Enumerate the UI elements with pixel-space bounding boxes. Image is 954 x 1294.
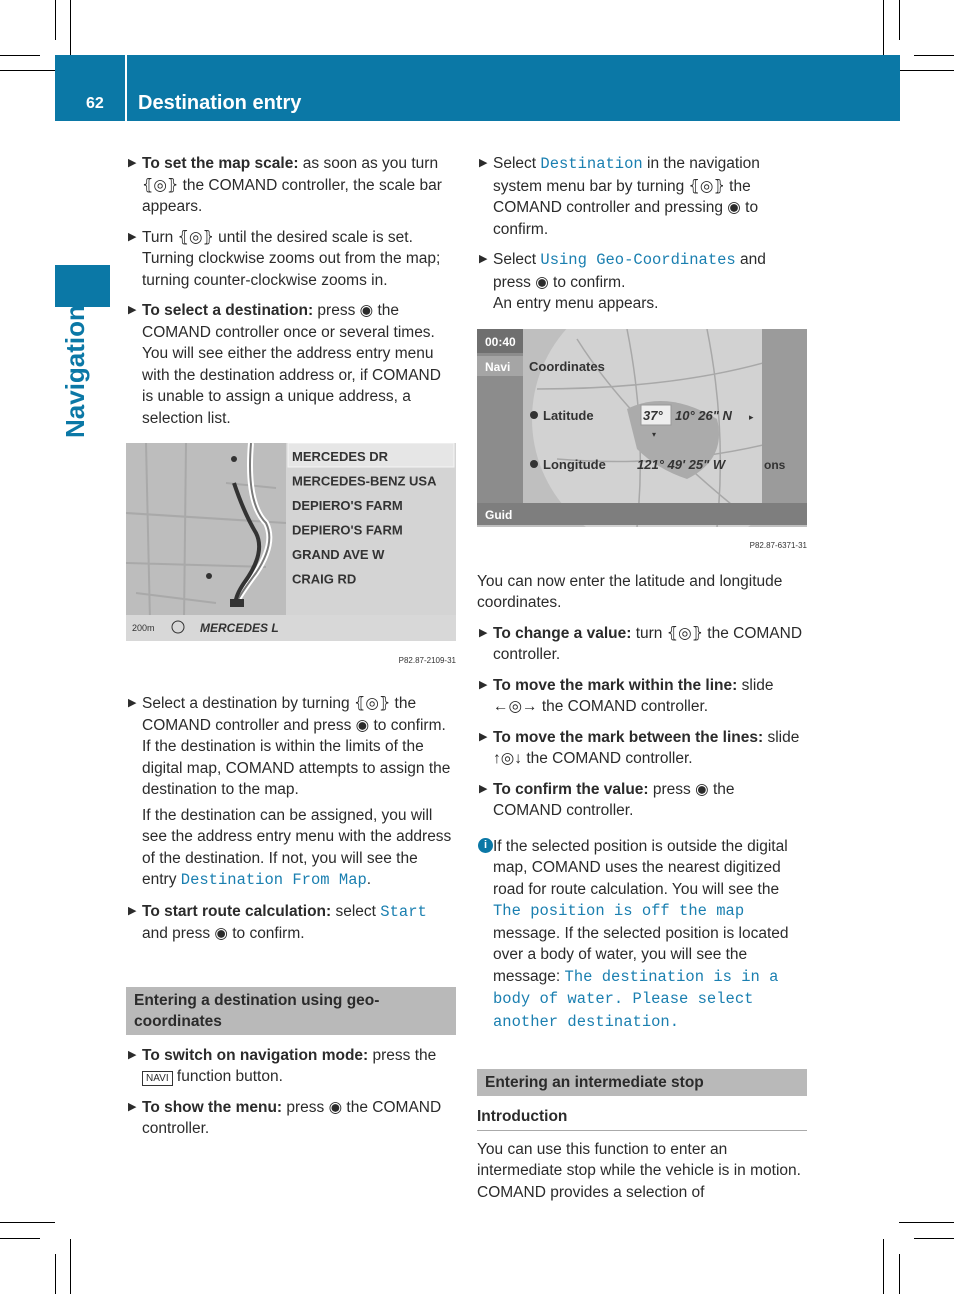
- crop-mark: [0, 70, 55, 71]
- crop-mark: [899, 0, 900, 40]
- bullet-arrow-icon: ▶: [128, 1048, 137, 1061]
- step-note: .: [366, 871, 372, 888]
- bullet-arrow-icon: ▶: [479, 730, 488, 743]
- step-label: To set the map scale:: [142, 155, 299, 172]
- step-select-destination: [126, 300, 456, 429]
- step-note: An entry menu appears.: [493, 295, 659, 312]
- note-text: message. If the selected position is located over a body of water, you will see the message:: [493, 924, 789, 985]
- step-note: If the destination can be assigned, you will see the address entry menu with the address of the destination. If not, you will see the entry: [142, 806, 452, 888]
- subheading-introduction: Introduction: [477, 1106, 807, 1131]
- coordinates-screenshot: [477, 329, 807, 527]
- coordinates-heading: Coordinates: [529, 358, 605, 374]
- bullet-arrow-icon: ▶: [128, 230, 137, 243]
- step-text: and press ◉ to confirm.: [493, 251, 766, 291]
- figure-caption: P82.87-6371-31: [749, 541, 807, 550]
- crop-mark: [899, 1222, 954, 1223]
- step-note: Turning clockwise zooms out from the map; turning counter-clockwise zooms in.: [142, 250, 441, 289]
- page-header: [55, 55, 900, 121]
- crop-mark: [55, 0, 56, 40]
- latitude-label: Latitude: [543, 407, 594, 423]
- step-text: Select a destination by turning ⦃◎⦄ the COMAND controller and press ◉ to confirm.: [142, 695, 446, 734]
- display-message: Using Geo-Coordinates: [540, 251, 736, 269]
- bullet-arrow-icon: ▶: [479, 626, 488, 639]
- step-text: and press ◉ to confirm.: [142, 925, 305, 942]
- side-tab-marker: [55, 265, 110, 307]
- display-message: The position is off the map: [493, 902, 745, 920]
- bullet-arrow-icon: ▶: [479, 782, 488, 795]
- step-text: press ◉ the COMAND controller once or several times. You will see either the address entry menu with the destination address or, if COMAND is unable to assign a unique address, a selection list.: [142, 302, 441, 427]
- map-screenshot-figure: [126, 443, 456, 671]
- crop-mark: [0, 55, 40, 56]
- step-text: Select: [493, 251, 541, 268]
- step-text: function button.: [172, 1068, 283, 1085]
- crop-mark: [70, 0, 71, 55]
- crop-mark: [899, 1254, 900, 1294]
- map-menu-item: DEPIERO'S FARM: [292, 498, 403, 513]
- map-scale-label: 200m: [132, 623, 155, 633]
- display-message: Destination From Map: [180, 871, 367, 889]
- info-icon: i: [478, 838, 493, 853]
- section-heading-intermediate: Entering an intermediate stop: [477, 1069, 807, 1096]
- display-message: Destination: [540, 155, 643, 173]
- step-label: To start route calculation:: [142, 902, 332, 920]
- crop-mark: [55, 1254, 56, 1294]
- latitude-degrees: 37°: [643, 407, 663, 423]
- crop-mark: [883, 1239, 884, 1294]
- map-screenshot: [126, 443, 456, 641]
- crop-mark: [899, 70, 954, 71]
- bullet-arrow-icon: ▶: [128, 1100, 137, 1113]
- left-column: [126, 153, 456, 1149]
- page-title: Destination entry: [138, 92, 302, 114]
- map-street-label: MERCEDES L: [200, 621, 279, 635]
- longitude-bullet-icon: [530, 460, 538, 468]
- longitude-value: 121° 49' 25" W: [637, 456, 726, 472]
- introduction-text: You can use this function to enter an intermediate stop while the vehicle is in motion. COMAND provides a selection of: [477, 1140, 801, 1201]
- step-turn-scale: [126, 227, 456, 292]
- step-show-menu: [126, 1097, 456, 1140]
- crop-mark: [0, 1238, 40, 1239]
- step-label: To select a destination:: [142, 302, 314, 319]
- coordinates-intro: You can now enter the latitude and longitude coordinates.: [477, 572, 783, 611]
- latitude-rest: 10° 26" N: [675, 407, 732, 423]
- crop-mark: [0, 1222, 55, 1223]
- map-menu-item: CRAIG RD: [292, 571, 357, 587]
- guidance-label: Guid: [485, 507, 513, 522]
- section-heading-geo: Entering a destination using geo-coordinates: [126, 987, 456, 1035]
- step-navi-mode: [126, 1045, 456, 1088]
- step-confirm-value: [477, 779, 807, 822]
- step-text: slide ←◎→ the COMAND controller.: [493, 676, 774, 715]
- step-label: To move the mark between the lines:: [493, 728, 764, 746]
- bullet-arrow-icon: ▶: [479, 678, 488, 691]
- display-message: The destination is in a body of water. Please select another destination.: [493, 967, 779, 1031]
- header-divider: [125, 55, 127, 121]
- clock-display: 00:40: [485, 334, 516, 349]
- step-start-route: [126, 901, 456, 945]
- right-column: [477, 153, 807, 1212]
- info-note: [477, 836, 807, 1034]
- note-text: If the selected position is outside the digital map, COMAND uses the nearest digitized road for route calculation. You will see the: [493, 837, 788, 898]
- step-text: press the: [368, 1046, 437, 1064]
- latitude-bullet-icon: [530, 411, 538, 419]
- step-text: turn ⦃◎⦄ the COMAND controller.: [493, 624, 803, 663]
- step-text: select: [331, 902, 381, 920]
- bullet-arrow-icon: ▶: [128, 904, 137, 917]
- step-text: Select: [493, 155, 541, 172]
- step-set-map-scale: [126, 153, 456, 218]
- longitude-label: Longitude: [543, 456, 606, 472]
- map-menu-item: DEPIERO'S FARM: [292, 522, 403, 538]
- step-label: To confirm the value:: [493, 780, 649, 798]
- side-tab-label: Navigation: [60, 305, 90, 438]
- step-text: press ◉ the COMAND controller.: [142, 1098, 442, 1137]
- step-select-by-turning: [126, 693, 456, 892]
- arrow-right-icon: ▸: [749, 411, 754, 422]
- step-label: To show the menu:: [142, 1098, 283, 1116]
- bullet-arrow-icon: ▶: [128, 697, 137, 709]
- arrow-down-icon: ▾: [652, 429, 657, 439]
- bullet-arrow-icon: ▶: [479, 157, 488, 169]
- page-number: 62: [86, 95, 104, 112]
- step-note: If the destination is within the limits of the digital map, COMAND attempts to assign the destination to the map.: [142, 738, 451, 798]
- step-label: To switch on navigation mode:: [142, 1046, 369, 1064]
- step-text: press ◉ the COMAND controller.: [493, 780, 735, 819]
- navi-tab-label: Navi: [485, 359, 511, 374]
- step-label: To change a value:: [493, 624, 632, 642]
- side-menu-label: ons: [764, 457, 786, 472]
- step-text: slide ↑◎↓ the COMAND controller.: [493, 728, 800, 767]
- display-message: Start: [380, 902, 427, 921]
- navi-key-icon: NAVI: [142, 1071, 173, 1086]
- step-text: as soon as you turn ⦃◎⦄ the COMAND controller, the scale bar appears.: [142, 155, 442, 215]
- coordinates-screenshot-figure: [477, 329, 807, 557]
- bullet-arrow-icon: ▶: [479, 253, 488, 265]
- step-text: in the navigation system menu bar by turning ⦃◎⦄ the COMAND controller and pressing ◉ to confirm.: [493, 155, 760, 238]
- crop-mark: [70, 1239, 71, 1294]
- step-select-geo: [477, 249, 807, 315]
- figure-caption: P82.87-2109-31: [398, 655, 456, 665]
- map-menu-item: GRAND AVE W: [292, 547, 385, 562]
- map-menu-item: MERCEDES DR: [292, 449, 389, 464]
- step-select-destination-menu: [477, 153, 807, 240]
- step-move-within-line: [477, 675, 807, 718]
- step-label: To move the mark within the line:: [493, 676, 738, 694]
- map-menu-item: MERCEDES-BENZ USA: [292, 473, 437, 489]
- step-text: Turn ⦃◎⦄ until the desired scale is set.: [142, 228, 413, 246]
- bullet-arrow-icon: ▶: [128, 304, 137, 316]
- crop-mark: [914, 1238, 954, 1239]
- step-move-between-lines: [477, 727, 807, 770]
- step-change-value: [477, 623, 807, 666]
- bullet-arrow-icon: ▶: [128, 157, 137, 169]
- crop-mark: [914, 55, 954, 56]
- crop-mark: [883, 0, 884, 55]
